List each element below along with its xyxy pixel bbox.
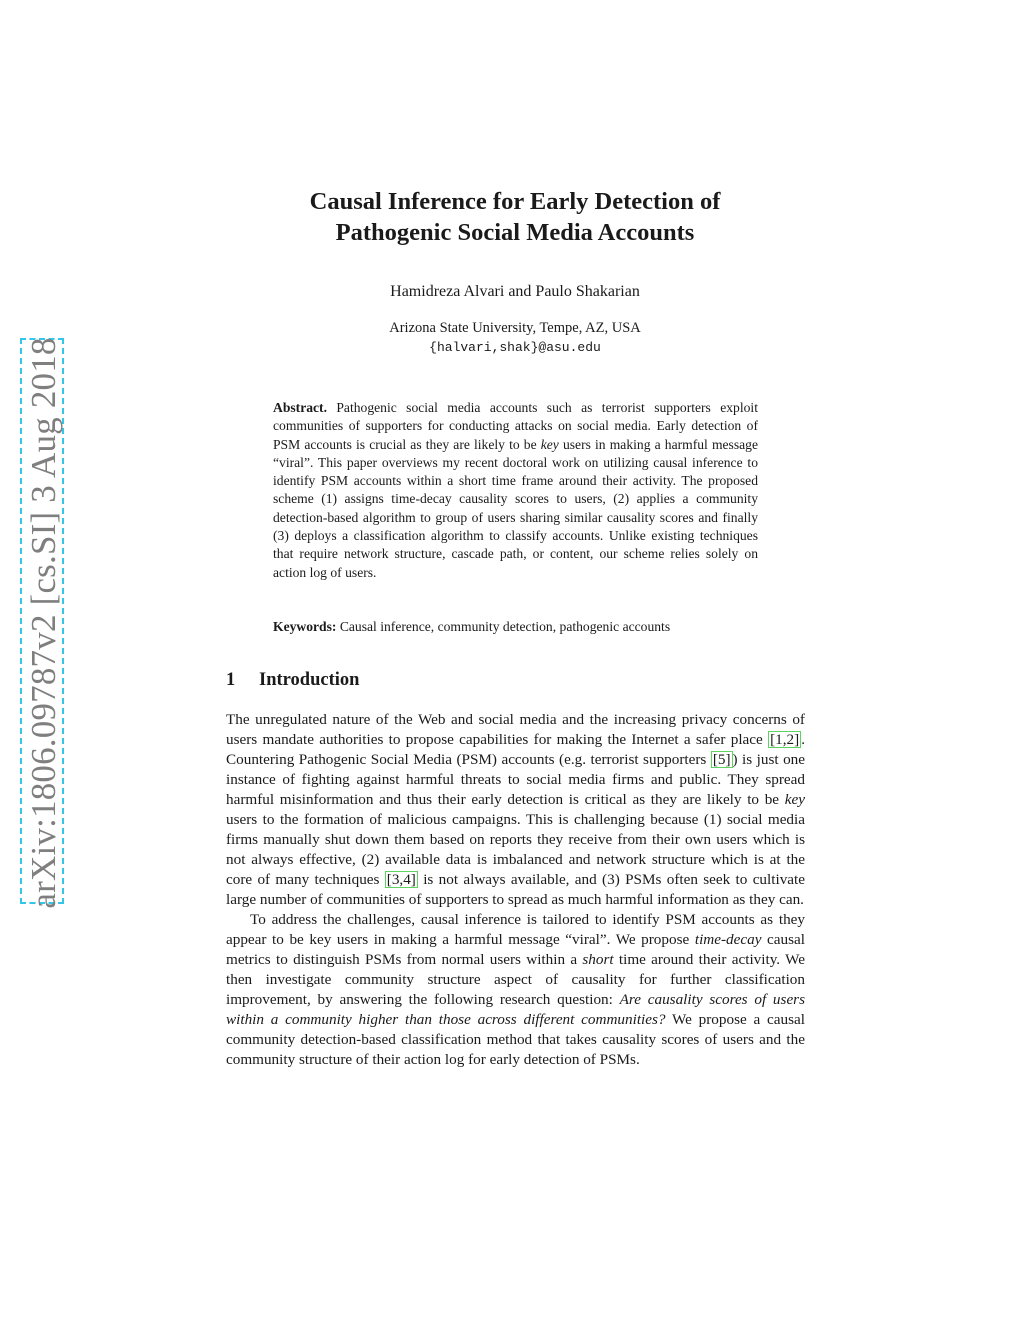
title-line-1: Causal Inference for Early Detection of	[309, 188, 721, 215]
citation-1-2[interactable]: [1,2]	[770, 731, 800, 748]
keywords-label: Keywords:	[273, 619, 337, 634]
para2-italic-1: time-decay	[694, 931, 762, 948]
section-heading	[226, 670, 359, 691]
abstract-label: Abstract.	[273, 400, 327, 415]
research-question: Are causality scores of users within a community higher than those across different communities?	[226, 991, 806, 1028]
authors: Hamidreza Alvari and Paulo Shakarian	[390, 283, 640, 300]
para1-text-b: . Countering Pathogenic Social Media (PSM) accounts (e.g. terrorist supporters	[226, 731, 805, 768]
section-number: 1	[226, 670, 236, 690]
abstract-text-2: users in making a harmful message “viral”. This paper overviews my recent doctoral work on utilizing causal inference to identify PSM accounts within a short time frame around their activity. The proposed scheme (1) assigns time-decay causality scores to users, (2) applies a community detection-based algorithm to group of users sharing similar causality scores and finally (3) deploys a classification algorithm to classify accounts. Unlike existing techniques that require network structure, cascade path, or content, our scheme relies solely on action log of users.	[273, 436, 758, 580]
abstract-text-1: Pathogenic social media accounts such as terrorist supporters exploit communities of supporters for conducting attacks on social media. Early detection of PSM accounts is crucial as they are likely to be	[273, 400, 758, 452]
para2-italic-2: short	[582, 951, 614, 968]
para2-text-d: We propose a causal community detection-based classification method that takes causality scores of users and the community structure of their action log for early detection of PSMs.	[226, 1011, 805, 1068]
affiliation: Arizona State University, Tempe, AZ, USA	[389, 320, 641, 336]
keywords	[273, 619, 773, 635]
para1-text-e: is not always available, and (3) PSMs often seek to cultivate large number of communities of supporters to spread as much harmful information as they can.	[226, 871, 805, 908]
section-title: Introduction	[259, 670, 360, 690]
arxiv-stamp[interactable]: arXiv:1806.09787v2 [cs.SI] 3 Aug 2018	[24, 337, 63, 909]
arxiv-stamp-frame	[20, 337, 64, 909]
para1-text-c: ) is just one instance of fighting against harmful threats to social media firms and public. They spread harmful misinformation and thus their early detection is critical as they are likely to be	[226, 751, 806, 808]
para1-text-d: users to the formation of malicious campaigns. This is challenging because (1) social media firms manually shut down them based on reports they receive from their own users which is not always effective, (2) available data is imbalanced and network structure which is at the core of many techniques	[226, 811, 805, 888]
paper-title	[200, 186, 830, 248]
introduction-body	[226, 710, 805, 1070]
citation-3-4[interactable]: [3,4]	[386, 871, 416, 888]
citation-5[interactable]: [5]	[712, 751, 731, 768]
paragraph-2	[226, 910, 805, 1070]
abstract	[273, 399, 758, 582]
para2-text-b: causal metrics to distinguish PSMs from normal users within a	[226, 931, 806, 968]
para1-text-a: The unregulated nature of the Web and social media and the increasing privacy concerns of users mandate authorities to propose capabilities for making the Internet a safer place	[226, 711, 805, 748]
paragraph-1	[226, 710, 805, 910]
email[interactable]: {halvari,shak}@asu.edu	[429, 340, 601, 355]
para2-text-c: time around their activity. We then investigate community structure aspect of causality for further classification improvement, by answering the following research question:	[226, 951, 805, 1008]
keywords-text: Causal inference, community detection, pathogenic accounts	[336, 619, 671, 634]
para1-key: key	[784, 791, 805, 808]
title-line-2: Pathogenic Social Media Accounts	[335, 219, 695, 246]
abstract-key: key	[540, 436, 559, 452]
affiliation-block	[200, 319, 830, 357]
para2-text-a: To address the challenges, causal inference is tailored to identify PSM accounts as they appear to be key users in making a harmful message “viral”. We propose	[226, 911, 805, 948]
